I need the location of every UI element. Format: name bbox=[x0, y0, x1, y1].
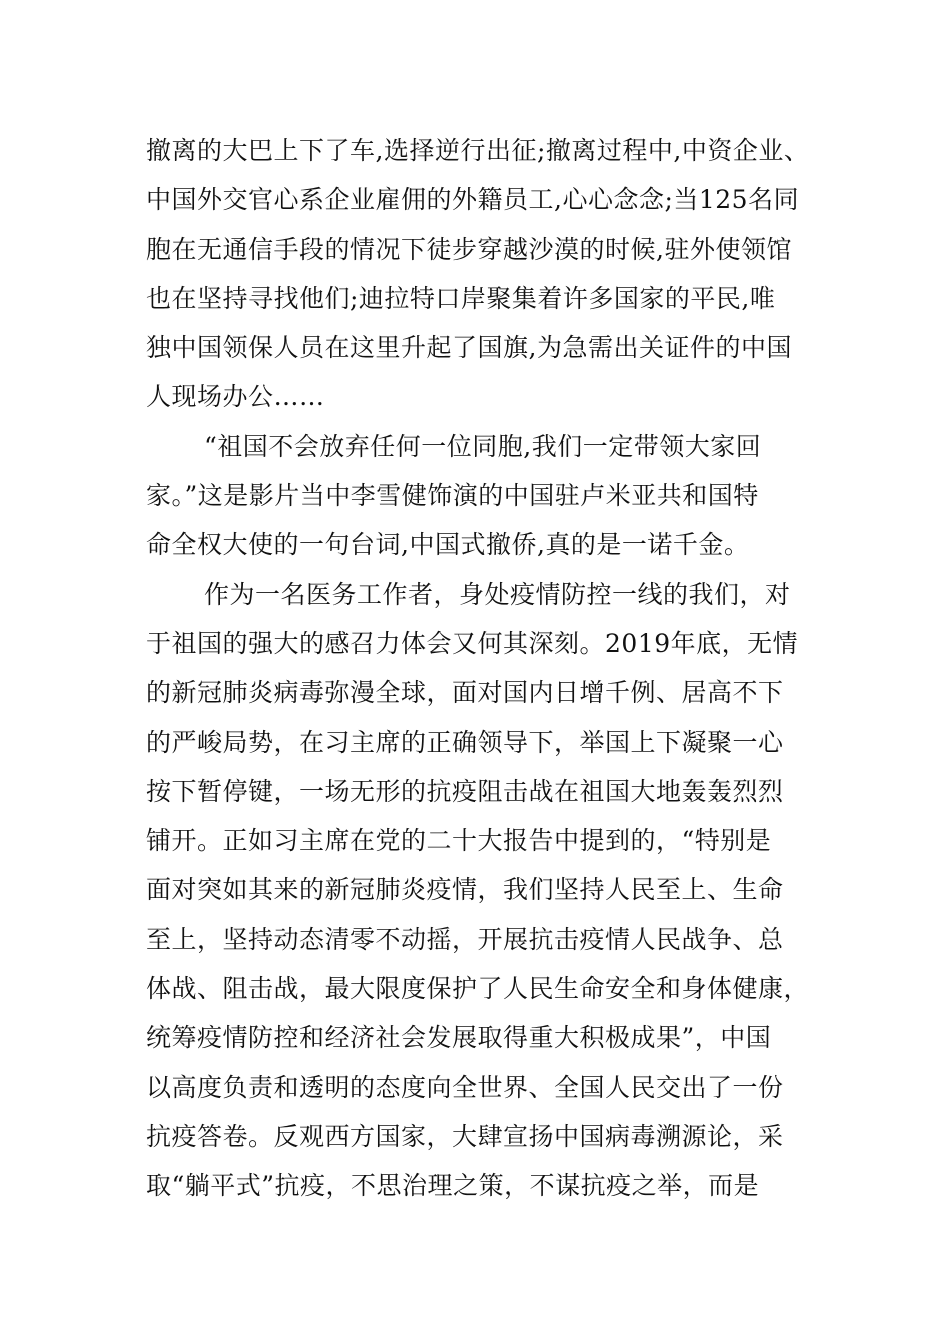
paragraph-evacuation bbox=[146, 126, 816, 422]
text-line: 独中国领保人员在这里升起了国旗,为急需出关证件的中国 bbox=[146, 333, 792, 363]
text-line: 命全权大使的一句台词,中国式撤侨,真的是一诺千金。 bbox=[146, 530, 750, 560]
text-line: 铺开。正如习主席在党的二十大报告中提到的，“特别是 bbox=[146, 826, 772, 856]
text-line: “祖国不会放弃任何一位同胞,我们一定带领大家回 bbox=[204, 431, 762, 461]
text-line: 撤离的大巴上下了车,选择逆行出征;撤离过程中,中资企业、 bbox=[146, 136, 810, 165]
text-line: 取“躺平式”抗疫，不思治理之策，不谋抗疫之举，而是 bbox=[146, 1171, 760, 1201]
text-line: 以高度负责和透明的态度向全世界、全国人民交出了一份 bbox=[146, 1072, 784, 1102]
text-line: 的严峻局势，在习主席的正确领导下，举国上下凝聚一心 bbox=[146, 727, 784, 757]
text-line: 至上，坚持动态清零不动摇，开展抗击疫情人民战争、总 bbox=[146, 924, 784, 954]
text-line: 作为一名医务工作者，身处疫情防控一线的我们，对 bbox=[204, 579, 791, 609]
text-line: 人现场办公…… bbox=[146, 382, 325, 412]
text-line: 也在坚持寻找他们;迪拉特口岸聚集着许多国家的平民,唯 bbox=[146, 283, 776, 313]
text-line: 于祖国的强大的感召力体会又何其深刻。2019年底，无情 bbox=[146, 628, 799, 658]
text-line: 的新冠肺炎病毒弥漫全球，面对国内日增千例、居高不下 bbox=[146, 678, 784, 708]
paragraph-pandemic bbox=[146, 570, 816, 1211]
text-line: 统筹疫情防控和经济社会发展取得重大积极成果”，中国 bbox=[146, 1023, 772, 1053]
text-line: 中国外交官心系企业雇佣的外籍员工,心心念念;当125名同 bbox=[146, 185, 800, 215]
paragraph-film-quote bbox=[146, 422, 816, 570]
text-line: 按下暂停键，一场无形的抗疫阻击战在祖国大地轰轰烈烈 bbox=[146, 776, 784, 806]
text-line: 面对突如其来的新冠肺炎疫情，我们坚持人民至上、生命 bbox=[146, 875, 784, 905]
text-line: 胞在无通信手段的情况下徒步穿越沙漠的时候,驻外使领馆 bbox=[146, 234, 792, 264]
text-line: 抗疫答卷。反观西方国家，大肆宣扬中国病毒溯源论，采 bbox=[146, 1121, 784, 1151]
document-body bbox=[146, 126, 816, 1211]
text-line: 体战、阻击战，最大限度保护了人民生命安全和身体健康， bbox=[146, 974, 810, 1004]
text-line: 家。”这是影片当中李雪健饰演的中国驻卢米亚共和国特 bbox=[146, 481, 759, 511]
